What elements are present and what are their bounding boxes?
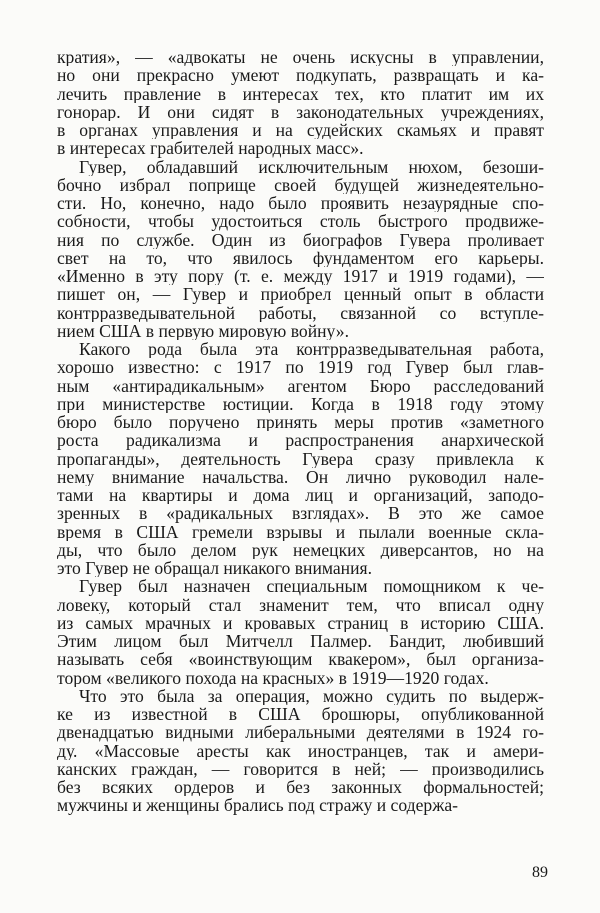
text-line: без всяких ордеров и без законных формальностей; [57, 778, 544, 797]
text-line: лечить правление в интересах тех, кто платит им их [57, 84, 544, 103]
text-line: бочно избрал поприще своей будущей жизнедеятельно- [57, 175, 544, 194]
text-line: собности, чтобы удостоиться столь быстрого продвиже- [57, 212, 544, 231]
text-line: при министерстве юстиции. Когда в 1918 году этому [57, 394, 544, 413]
text-line: из самых мрачных и кровавых страниц в историю США. [57, 613, 544, 632]
text-line: двенадцатью видными либеральными деятелями в 1924 го- [57, 723, 544, 742]
text-line: ке из известной в США брошюры, опубликованной [57, 705, 544, 724]
text-line: хорошо известно: с 1917 по 1919 год Гувер был глав- [57, 358, 544, 377]
text-line: ды, что было делом рук немецких диверсантов, но на [57, 540, 544, 559]
text-line: нему внимание начальства. Он лично руководил нале- [57, 467, 544, 486]
text-line: но они прекрасно умеют подкупать, развращать и ка- [57, 66, 544, 85]
text-line: Этим лицом был Митчелл Палмер. Бандит, любивший [57, 632, 544, 651]
text-line: в интересах грабителей народных масс». [57, 139, 364, 158]
page-number: 89 [532, 864, 548, 881]
text-line: называть себя «воинствующим квакером», был организа- [57, 650, 544, 669]
text-line: тами на квартиры и дома лиц и организаций, заподо- [57, 486, 544, 505]
text-line: в органах управления и на судейских скамьях и правят [57, 121, 544, 140]
text-line: Гувер был назначен специальным помощником к че- [79, 577, 544, 596]
text-line: Какого рода была эта контрразведывательная работа, [79, 340, 544, 359]
text-line: нием США в первую мировую войну». [57, 321, 349, 340]
text-line: пишет он, — Гувер и приобрел ценный опыт в области [57, 285, 544, 304]
text-line: кратия», — «адвокаты не очень искусны в управлении, [57, 48, 544, 67]
text-line: Что это была за операция, можно судить по выдерж- [79, 686, 544, 705]
text-line: сти. Но, конечно, надо было проявить незаурядные спо- [57, 194, 544, 213]
text-line: канских граждан, — говорится в ней; — производились [57, 759, 544, 778]
paragraph [57, 158, 544, 341]
paragraph [57, 340, 544, 577]
text-line: ду. «Массовые аресты как иностранцев, так и амери- [57, 741, 544, 760]
text-line: гонорар. И они сидят в законодательных учреждениях, [57, 102, 544, 121]
paragraph [57, 577, 544, 687]
paragraph [57, 687, 544, 815]
text-line: ным «антирадикальным» агентом Бюро расследований [57, 376, 544, 395]
body-text [57, 48, 544, 815]
text-line: ния по службе. Один из биографов Гувера проливает [57, 230, 544, 249]
text-line: ловеку, который стал знаменит тем, что вписал одну [57, 595, 544, 614]
text-line: тором «великого похода на красных» в 1919—1920 годах. [57, 668, 489, 687]
text-line: это Гувер не обращал никакого внимания. [57, 559, 373, 578]
text-line: свет на то, что явилось фундаментом его карьеры. [57, 248, 544, 267]
text-line: зренных в «радикальных взглядах». В это же самое [57, 504, 544, 523]
text-line: Гувер, обладавший исключительным нюхом, безоши- [79, 157, 544, 176]
text-line: «Именно в эту пору (т. е. между 1917 и 1919 годами), — [57, 267, 544, 286]
text-line: время в США гремели взрывы и пылали военные скла- [57, 522, 544, 541]
text-line: контрразведывательной работы, связанной со вступле- [57, 303, 544, 322]
text-line: роста радикализма и распространения анархической [57, 431, 544, 450]
text-line: бюро было поручено принять меры против «заметного [57, 413, 544, 432]
text-line: пропаганды», деятельность Гувера сразу привлекла к [57, 449, 544, 468]
text-line: мужчины и женщины брались под стражу и содержа- [57, 796, 459, 815]
paragraph [57, 48, 544, 158]
